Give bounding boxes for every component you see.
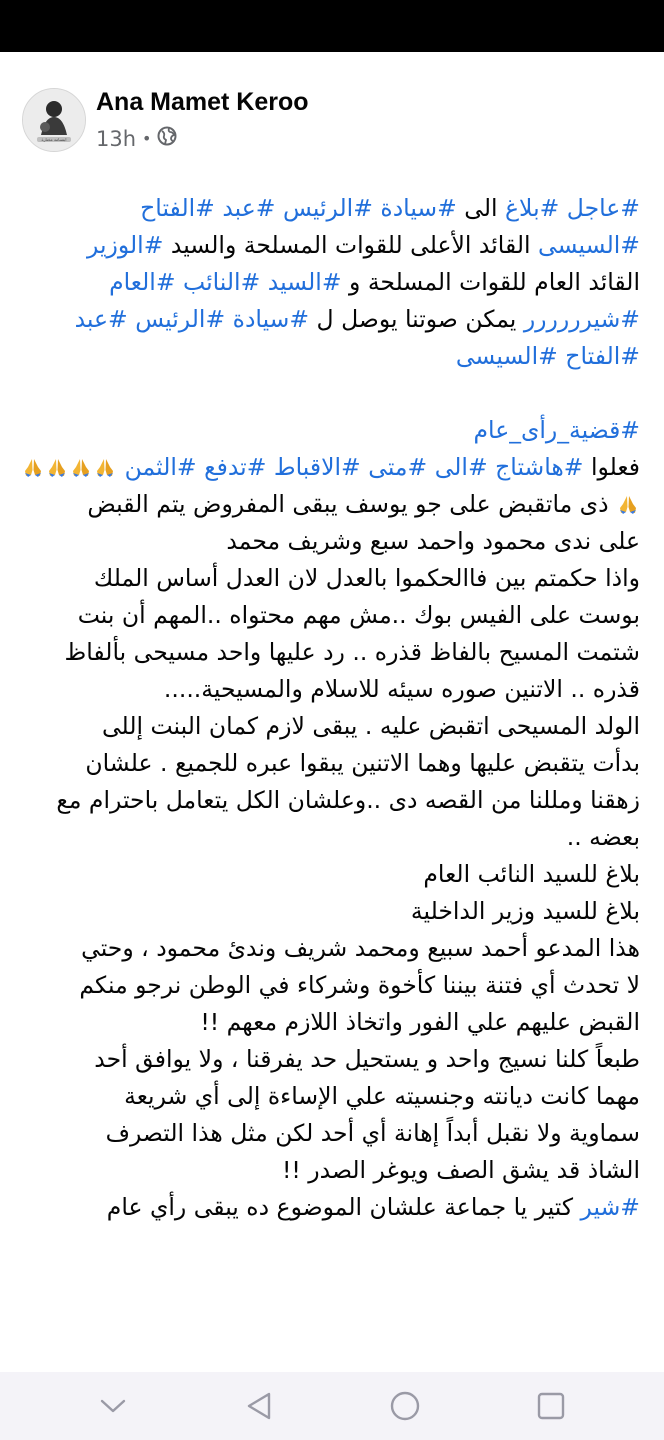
hashtag-link[interactable]: #الوزير: [87, 231, 164, 259]
hashtag-link[interactable]: #السيسى: [538, 231, 640, 259]
hashtag-link[interactable]: #شير: [580, 1193, 640, 1221]
author-name[interactable]: Ana Mamet Keroo: [96, 88, 309, 116]
hashtag-link[interactable]: #العام: [109, 268, 176, 296]
hashtag-link[interactable]: #شيرررررر: [523, 305, 640, 333]
folded-hands-icon: [70, 456, 92, 478]
post-text-line: [16, 1004, 640, 1041]
hashtag-link[interactable]: #الثمن: [124, 453, 197, 481]
post-text-segment: [266, 453, 273, 481]
post-text-line: [16, 1041, 640, 1078]
folded-hands-icon: [22, 456, 44, 478]
hashtag-link[interactable]: #سيادة: [232, 305, 310, 333]
post-text-segment: القائد العام للقوات المسلحة و: [341, 268, 640, 296]
post-text-line: [16, 227, 640, 264]
hashtag-link[interactable]: #هاشتاج: [495, 453, 584, 481]
post-text-line: [16, 930, 640, 967]
post-text-segment: طبعاً كلنا نسيج واحد و يستحيل حد يفرقنا ، ولا يوافق أحد: [94, 1045, 640, 1073]
hashtag-link[interactable]: #النائب: [183, 268, 261, 296]
hashtag-link[interactable]: #عبد: [74, 305, 128, 333]
hashtag-link[interactable]: #عاجل: [566, 194, 640, 222]
avatar[interactable]: [22, 88, 86, 152]
folded-hands-icon: [94, 456, 116, 478]
post-text-segment: قذره .. الاتنين صوره سيئه للاسلام والمسيحية.....: [163, 675, 640, 703]
post-text-segment: الى: [456, 194, 506, 222]
post-text-segment: بلاغ للسيد النائب العام: [423, 860, 640, 888]
post-text-line: [16, 1152, 640, 1189]
post-text-segment: [117, 453, 124, 481]
hashtag-link[interactable]: #عبد: [222, 194, 276, 222]
hashtag-link[interactable]: #تدفع: [204, 453, 267, 481]
post-text: [16, 190, 640, 1226]
post-text-line: [16, 412, 640, 449]
post-text-line: [16, 671, 640, 708]
facebook-post: [0, 52, 664, 1372]
post-text-segment: الشاذ قد يشق الصف ويوغر الصدر !!: [281, 1156, 640, 1184]
post-text-segment: [260, 268, 267, 296]
post-text-line: [16, 264, 640, 301]
post-text-segment: بوست على الفيس بوك ..مش مهم محتواه ..المهم أن بنت: [77, 601, 640, 629]
post-text-line: [16, 190, 640, 227]
post-text-segment: شتمت المسيح بالفاظ قذره .. رد عليها واحد مسيحى بألفاظ: [64, 638, 640, 666]
post-text-segment: هذا المدعو أحمد سبيع ومحمد شريف وندئ محمود ، وحتي: [81, 934, 640, 962]
post-meta: [96, 126, 177, 151]
post-text-line: [16, 819, 640, 856]
post-text-segment: ذى ماتقبض على جو يوسف يبقى المفروض يتم القبض: [87, 490, 616, 518]
post-text-line: [16, 449, 640, 486]
post-text-line: [16, 597, 640, 634]
post-text-segment: يمكن صوتنا يوصل ل: [309, 305, 524, 333]
post-text-line: [16, 486, 640, 523]
nav-overview-icon[interactable]: [521, 1376, 581, 1436]
post-text-line: [16, 634, 640, 671]
post-text-segment: القائد الأعلى للقوات المسلحة والسيد: [163, 231, 538, 259]
post-text-segment: زهقنا ومللنا من القصه دى ..وعلشان الكل يتعامل باحترام مع: [56, 786, 640, 814]
post-time[interactable]: 13h: [96, 126, 137, 151]
nav-home-icon[interactable]: [375, 1376, 435, 1436]
post-text-segment: [559, 194, 566, 222]
folded-hands-icon: [46, 456, 68, 478]
post-text-segment: [225, 305, 232, 333]
hashtag-link[interactable]: #السيسى: [455, 342, 558, 370]
post-text-segment: القبض عليهم علي الفور واتخاذ اللازم معهم !!: [200, 1008, 640, 1036]
post-text-segment: بلاغ للسيد وزير الداخلية: [410, 897, 640, 925]
post-text-line: [16, 708, 640, 745]
nav-back-icon[interactable]: [229, 1376, 289, 1436]
post-text-segment: سماوية ولا نقبل أبداً إهانة أي أحد لكن مثل هذا التصرف: [105, 1119, 640, 1147]
post-text-line: [16, 893, 640, 930]
post-text-line: [16, 1115, 640, 1152]
post-text-segment: كتير يا جماعة علشان الموضوع ده يبقى رأي عام: [106, 1193, 581, 1221]
hashtag-link[interactable]: #الفتاح: [140, 194, 215, 222]
post-text-segment: واذا حكمتم بين فاالحكموا بالعدل لان العدل أساس الملك: [93, 564, 640, 592]
post-text-segment: بدأت يتقبض عليها وهما الاتنين يبقوا عبره للجميع . علشان: [85, 749, 640, 777]
post-text-segment: [197, 453, 204, 481]
hashtag-link[interactable]: #متى: [368, 453, 428, 481]
post-text-segment: فعلوا: [583, 453, 640, 481]
post-text-line: [16, 523, 640, 560]
status-bar: [0, 0, 664, 52]
post-header: [22, 88, 642, 158]
post-text-segment: مهما كانت ديانته وجنسيته علي الإساءة إلى أي شريعة: [124, 1082, 640, 1110]
post-text-segment: [427, 453, 434, 481]
hashtag-link[interactable]: #الفتاح: [565, 342, 640, 370]
post-text-segment: [176, 268, 183, 296]
post-text-segment: [275, 194, 282, 222]
hashtag-link[interactable]: #الى: [434, 453, 488, 481]
folded-hands-icon: [617, 493, 639, 515]
post-text-line: [16, 745, 640, 782]
android-navigation-bar: [0, 1372, 664, 1440]
hashtag-link[interactable]: #قضية_رأى_عام: [473, 416, 640, 444]
hashtag-link[interactable]: #الاقباط: [273, 453, 361, 481]
post-text-segment: على ندى محمود واحمد سبع وشريف محمد: [226, 527, 640, 555]
hashtag-link[interactable]: #بلاغ: [505, 194, 560, 222]
hashtag-link[interactable]: #الرئيس: [282, 194, 373, 222]
post-text-segment: الولد المسيحى اتقبض عليه . يبقى لازم كمان البنت إللى: [101, 712, 640, 740]
post-text-line: [16, 856, 640, 893]
globe-icon[interactable]: [157, 126, 177, 151]
post-text-line: [16, 338, 640, 375]
avatar-caption: ابتسامة مختارة: [41, 137, 67, 142]
post-text-line: [16, 1078, 640, 1115]
avatar-photo: [23, 89, 85, 151]
paragraph-gap: [16, 375, 640, 412]
hashtag-link[interactable]: #السيد: [267, 268, 342, 296]
post-text-line: [16, 1189, 640, 1226]
post-text-line: [16, 560, 640, 597]
post-text-line: [16, 967, 640, 1004]
hashtag-link[interactable]: #الرئيس: [135, 305, 226, 333]
meta-separator: •: [142, 129, 152, 148]
post-text-line: [16, 782, 640, 819]
post-text-line: [16, 301, 640, 338]
post-text-segment: لا تحدث أي فتنة بيننا كأخوة وشركاء في الوطن نرجو منكم: [79, 971, 640, 999]
post-text-segment: بعضه ..: [566, 823, 640, 851]
hashtag-link[interactable]: #سيادة: [380, 194, 457, 222]
nav-recents-chevron-icon[interactable]: [83, 1376, 143, 1436]
